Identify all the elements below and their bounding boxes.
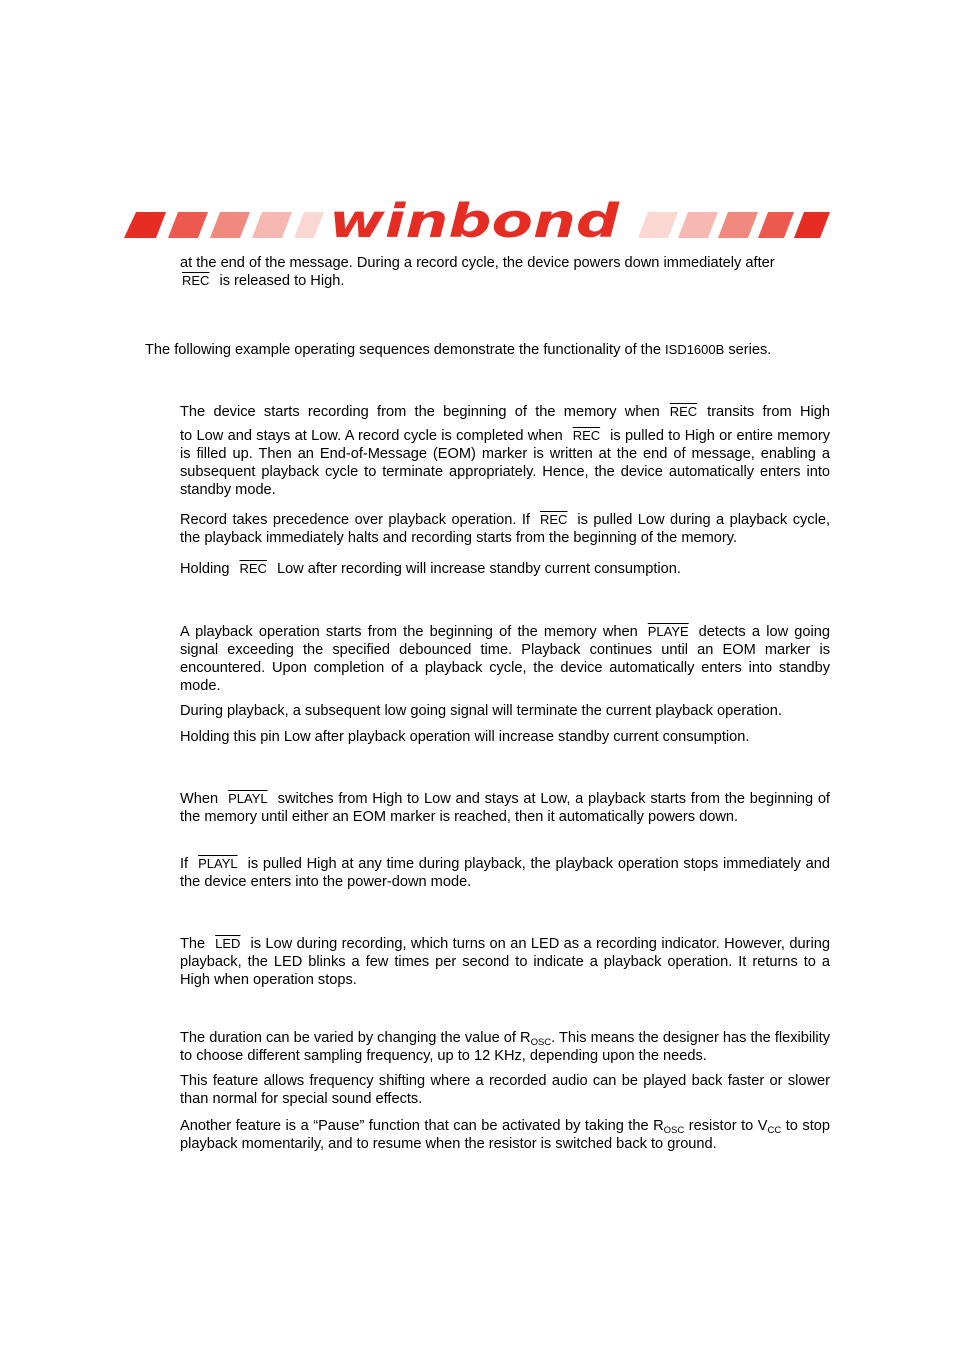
text: is released to High. <box>219 273 345 289</box>
paragraph-intro <box>145 341 835 359</box>
text: If <box>180 856 189 872</box>
paragraph-rec-1 <box>180 403 830 499</box>
paragraph-rec-3 <box>180 560 830 578</box>
subscript: OSC <box>530 1037 552 1048</box>
led-signal: $\overline{LED}$ <box>215 936 241 951</box>
playl-signal: PLAYL <box>198 856 238 871</box>
text: A playback operation starts from the beginning of the memory when <box>180 624 638 640</box>
paragraph-rosc-2 <box>180 1072 830 1108</box>
text: This feature allows frequency shifting where a recorded audio can be played back faster or slower than normal for special sound effects. <box>180 1073 830 1107</box>
text: The following example operating sequences demonstrate the functionality of the <box>145 342 661 358</box>
paragraph-playe-3 <box>180 728 830 746</box>
text: During playback, a subsequent low going signal will terminate the current playback operation. <box>180 703 782 719</box>
text: When <box>180 791 219 807</box>
rec-signal: $\overline{REC}$ <box>182 273 210 288</box>
text: is pulled Low during a playback cycle, the playback immediately halts and recording starts from the beginning of the memory. <box>180 512 830 546</box>
subscript: OSC <box>663 1125 685 1136</box>
rec-signal: $\overline{REC}$ <box>669 404 698 419</box>
paragraph-playl-1 <box>180 790 830 826</box>
part-number: ISD1600B <box>665 342 725 357</box>
paragraph-rosc-1 <box>180 1029 830 1065</box>
text: The <box>180 936 206 952</box>
text: is pulled High at any time during playback, the playback operation stops immediately and the device enters into the power-down mode. <box>180 856 830 890</box>
subscript: CC <box>767 1125 782 1136</box>
paragraph-playl-2 <box>180 855 830 891</box>
paragraph-playe-1 <box>180 623 830 695</box>
playl-signal: PLAYL <box>228 791 268 806</box>
text: is Low during recording, which turns on an LED as a recording indicator. However, during playback, the LED blinks a few times per second to indicate a playback operation. It returns to a High when operation stops. <box>180 936 830 988</box>
text: Holding this pin Low after playback operation will increase standby current consumption. <box>180 729 750 745</box>
paragraph-playe-2 <box>180 702 830 720</box>
text: The duration can be varied by changing the value of R <box>180 1030 531 1046</box>
text: to stop playback momentarily, and to resume when the resistor is switched back to ground. <box>180 1118 830 1152</box>
text: Record takes precedence over playback operation. If <box>180 512 530 528</box>
text: is pulled to High or entire memory is filled up. Then an End-of-Message (EOM) marker is written at the end of message, enabling a subsequent playback cycle to terminate appropriately. Hence, the device automatically enters into standby mode. <box>180 428 830 498</box>
text: transits from High <box>707 404 830 420</box>
rec-signal: $\overline{REC}$ <box>239 561 267 576</box>
paragraph-record-release <box>180 254 830 290</box>
text: resistor to V <box>684 1118 768 1134</box>
text: Low after recording will increase standby current consumption. <box>276 561 681 577</box>
text: detects a low going signal exceeding the specified debounced time. Playback continues until an EOM marker is encountered. Upon completion of a playback cycle, the device automatically enters into standby mode. <box>180 624 830 694</box>
brand-wordmark: winbond <box>329 198 621 242</box>
text: The device starts recording from the beginning of the memory when <box>180 404 660 420</box>
paragraph-led <box>180 935 830 989</box>
text: . This means the designer has the flexibility to choose different sampling frequency, up to 12 KHz, depending upon the needs. <box>180 1030 830 1064</box>
text: series. <box>728 342 772 358</box>
text: Another feature is a “Pause” function that can be activated by taking the R <box>180 1118 664 1134</box>
text: to Low and stays at Low. A record cycle is completed when <box>180 428 563 444</box>
rec-signal: $\overline{REC}$ <box>572 428 601 443</box>
logo-right-stripes <box>638 212 830 238</box>
paragraph-rosc-3 <box>180 1117 830 1153</box>
rec-signal: $\overline{REC}$ <box>539 512 568 527</box>
paragraph-rec-2 <box>180 511 830 547</box>
logo-left-stripes <box>124 212 324 238</box>
playe-signal: PLAYE <box>647 624 689 639</box>
text: Holding <box>180 561 230 577</box>
text: switches from High to Low and stays at Low, a playback starts from the beginning of the memory until either an EOM marker is reached, then it automatically powers down. <box>180 791 830 825</box>
text: at the end of the message. During a record cycle, the device powers down immediately after <box>180 255 775 271</box>
winbond-logo <box>122 198 832 242</box>
